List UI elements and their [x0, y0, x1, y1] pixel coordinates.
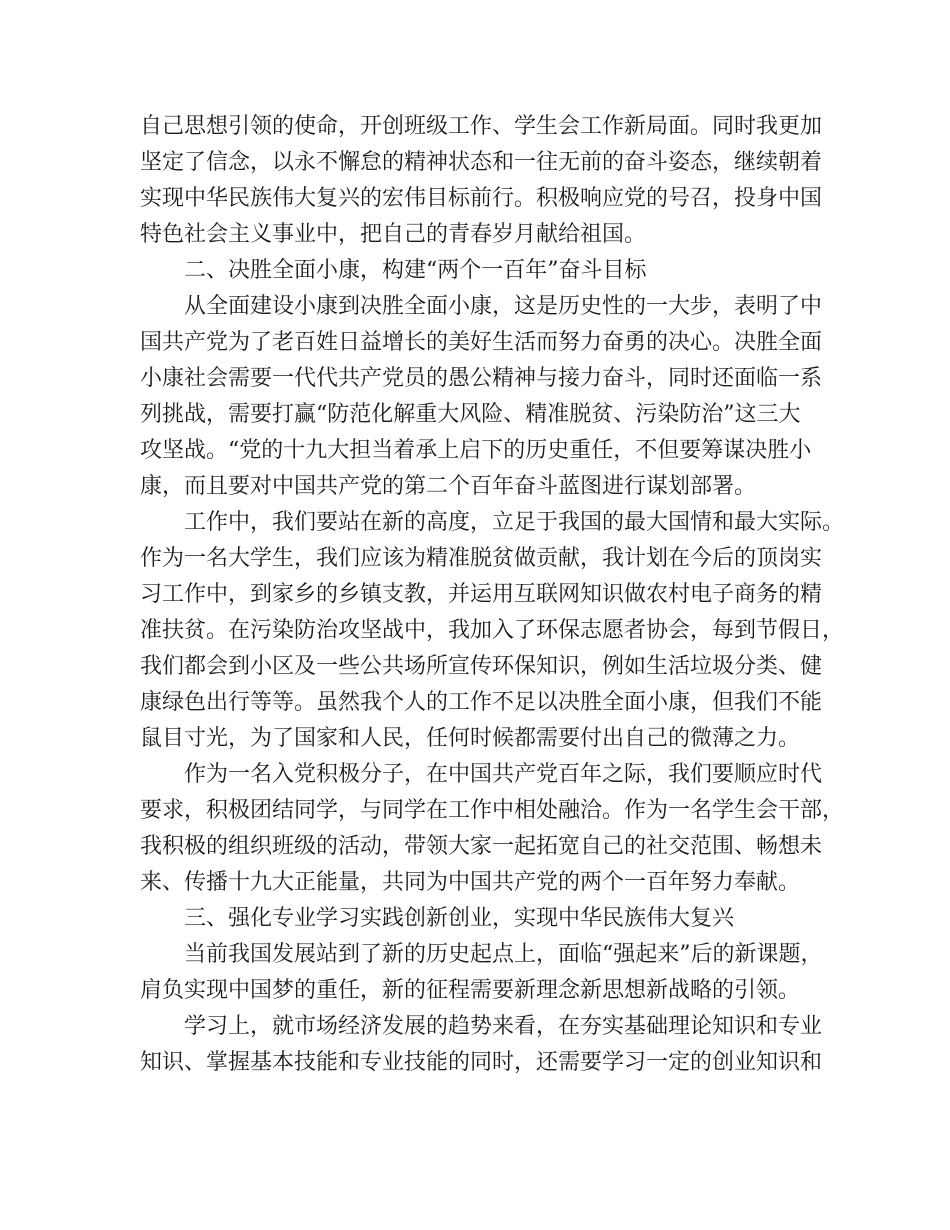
text-line: 作为一名大学生，我们应该为精准脱贫做贡献，我计划在今后的顶岗实 [140, 546, 823, 571]
text-line: 特色社会主义事业中，把自己的青春岁月献给祖国。 [140, 222, 647, 247]
document-body [140, 109, 845, 1081]
text-line: 学习上，就市场经济发展的趋势来看，在夯实基础理论知识和专业 [184, 1014, 823, 1039]
text-line: 准扶贫。在污染防治攻坚战中，我加入了环保志愿者协会，每到节假日， [140, 618, 845, 643]
text-line: 当前我国发展站到了新的历史起点上，面临“强起来”后的新课题， [184, 942, 823, 967]
text-line: 要求，积极团结同学，与同学在工作中相处融洽。作为一名学生会干部， [140, 798, 845, 823]
text-line: 鼠目寸光，为了国家和人民，任何时候都需要付出自己的微薄之力。 [140, 726, 801, 751]
text-line: 康绿色出行等等。虽然我个人的工作不足以决胜全面小康，但我们不能 [140, 690, 823, 715]
text-line: 从全面建设小康到决胜全面小康，这是历史性的一大步，表明了中 [184, 294, 823, 319]
text-line: 作为一名入党积极分子，在中国共产党百年之际，我们要顺应时代 [184, 762, 823, 787]
text-line: 习工作中，到家乡的乡镇支教，并运用互联网知识做农村电子商务的精 [140, 582, 823, 607]
text-line: 肩负实现中国梦的重任，新的征程需要新理念新思想新战略的引领。 [140, 978, 801, 1003]
text-line: 攻坚战。“党的十九大担当着承上启下的历史重任，不但要筹谋决胜小 [140, 438, 812, 463]
text-line: 康，而且要对中国共产党的第二个百年奋斗蓝图进行谋划部署。 [140, 474, 757, 499]
text-line: 知识、掌握基本技能和专业技能的同时，还需要学习一定的创业知识和 [140, 1050, 823, 1075]
text-line: 小康社会需要一代代共产党员的愚公精神与接力奋斗，同时还面临一系 [140, 366, 823, 391]
section-heading: 二、决胜全面小康，构建“两个一百年”奋斗目标 [184, 258, 647, 283]
text-line: 列挑战，需要打赢“防范化解重大风险、精准脱贫、污染防治”这三大 [140, 402, 801, 427]
text-line: 我积极的组织班级的活动，带领大家一起拓宽自己的社交范围、畅想未 [140, 834, 823, 859]
text-line: 坚定了信念，以永不懈怠的精神状态和一往无前的奋斗姿态，继续朝着 [140, 150, 823, 175]
text-line: 实现中华民族伟大复兴的宏伟目标前行。积极响应党的号召，投身中国 [140, 186, 823, 211]
text-line: 自己思想引领的使命，开创班级工作、学生会工作新局面。同时我更加 [140, 114, 823, 139]
text-line: 来、传播十九大正能量，共同为中国共产党的两个一百年努力奉献。 [140, 870, 801, 895]
text-line: 我们都会到小区及一些公共场所宣传环保知识，例如生活垃圾分类、健 [140, 654, 823, 679]
section-heading: 三、强化专业学习实践创新创业，实现中华民族伟大复兴 [184, 906, 735, 931]
text-line: 国共产党为了老百姓日益增长的美好生活而努力奋勇的决心。决胜全面 [140, 330, 823, 355]
text-line: 工作中，我们要站在新的高度，立足于我国的最大国情和最大实际。 [184, 510, 845, 535]
